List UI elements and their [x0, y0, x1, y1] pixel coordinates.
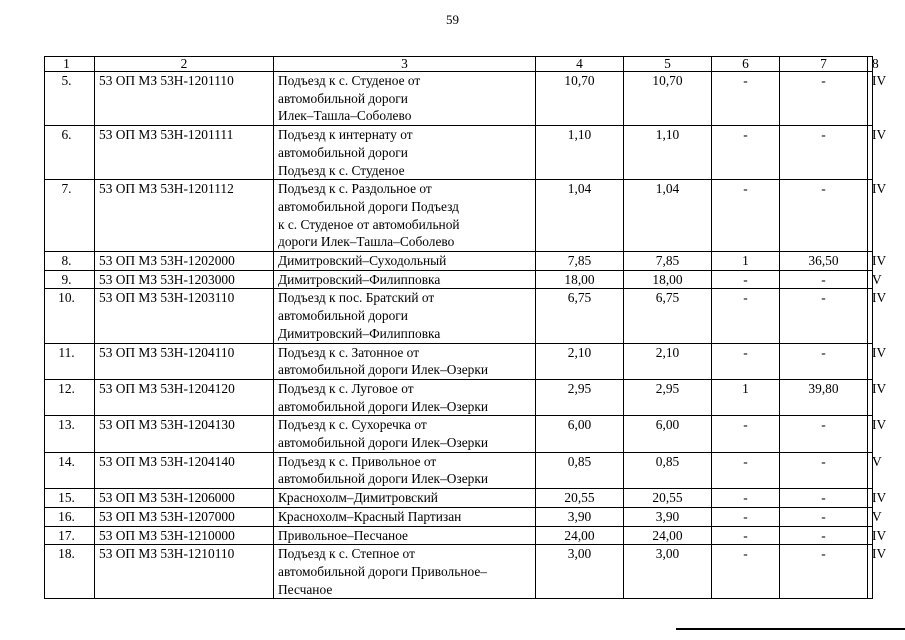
length-value: 1,04: [536, 180, 624, 252]
length-value: 3,90: [536, 507, 624, 526]
road-id-code: 53 ОП МЗ 53Н-1201112: [95, 180, 274, 252]
road-id-code: 53 ОП МЗ 53Н-1210110: [95, 545, 274, 599]
road-category: IV: [868, 489, 873, 508]
row-number: 12.: [45, 379, 95, 415]
road-id-code: 53 ОП МЗ 53Н-1202000: [95, 252, 274, 271]
road-id-code: 53 ОП МЗ 53Н-1203110: [95, 289, 274, 343]
row-number: 8.: [45, 252, 95, 271]
bridge-length-value: -: [780, 526, 868, 545]
length-value: 7,85: [536, 252, 624, 271]
road-name: Подъезд к с. Привольное от автомобильной дороги Илек–Озерки: [274, 452, 536, 488]
column-header-2: 2: [95, 57, 274, 72]
count-value: -: [712, 545, 780, 599]
length-value-2: 6,75: [624, 289, 712, 343]
length-value: 1,10: [536, 126, 624, 180]
count-value: 1: [712, 252, 780, 271]
table-row: [45, 72, 873, 126]
table-row: [45, 343, 873, 379]
bridge-length-value: -: [780, 126, 868, 180]
road-id-code: 53 ОП МЗ 53Н-1207000: [95, 507, 274, 526]
road-id-code: 53 ОП МЗ 53Н-1201111: [95, 126, 274, 180]
road-id-code: 53 ОП МЗ 53Н-1204130: [95, 416, 274, 452]
table-row: [45, 545, 873, 599]
row-number: 15.: [45, 489, 95, 508]
road-name: Краснохолм–Красный Партизан: [274, 507, 536, 526]
row-number: 9.: [45, 270, 95, 289]
length-value-2: 20,55: [624, 489, 712, 508]
road-category: IV: [868, 126, 873, 180]
road-category: IV: [868, 545, 873, 599]
bridge-length-value: -: [780, 545, 868, 599]
bridge-length-value: -: [780, 343, 868, 379]
bridge-length-value: -: [780, 72, 868, 126]
road-id-code: 53 ОП МЗ 53Н-1204110: [95, 343, 274, 379]
road-category: IV: [868, 180, 873, 252]
count-value: -: [712, 343, 780, 379]
length-value-2: 2,95: [624, 379, 712, 415]
column-header-4: 4: [536, 57, 624, 72]
row-number: 6.: [45, 126, 95, 180]
bridge-length-value: -: [780, 507, 868, 526]
length-value-2: 10,70: [624, 72, 712, 126]
road-name: Подъезд к с. Сухоречка от автомобильной дороги Илек–Озерки: [274, 416, 536, 452]
row-number: 7.: [45, 180, 95, 252]
count-value: -: [712, 526, 780, 545]
column-header-7: 7: [780, 57, 868, 72]
length-value-2: 6,00: [624, 416, 712, 452]
length-value: 3,00: [536, 545, 624, 599]
row-number: 18.: [45, 545, 95, 599]
length-value: 24,00: [536, 526, 624, 545]
table-row: [45, 416, 873, 452]
bridge-length-value: 36,50: [780, 252, 868, 271]
roads-table: [44, 56, 887, 599]
road-id-code: 53 ОП МЗ 53Н-1204120: [95, 379, 274, 415]
table-row: [45, 270, 873, 289]
length-value-2: 7,85: [624, 252, 712, 271]
column-header-3: 3: [274, 57, 536, 72]
bottom-rule: [676, 628, 905, 630]
count-value: -: [712, 180, 780, 252]
road-category: IV: [868, 252, 873, 271]
bridge-length-value: -: [780, 270, 868, 289]
length-value-2: 3,90: [624, 507, 712, 526]
column-header-1: 1: [45, 57, 95, 72]
road-id-code: 53 ОП МЗ 53Н-1201110: [95, 72, 274, 126]
road-name: Краснохолм–Димитровский: [274, 489, 536, 508]
table-row: [45, 507, 873, 526]
row-number: 5.: [45, 72, 95, 126]
length-value-2: 1,10: [624, 126, 712, 180]
road-name: Подъезд к интернату от автомобильной дороги Подъезд к с. Студеное: [274, 126, 536, 180]
table-header-row: [45, 57, 873, 72]
road-category: IV: [868, 526, 873, 545]
row-number: 16.: [45, 507, 95, 526]
length-value-2: 1,04: [624, 180, 712, 252]
road-name: Подъезд к с. Луговое от автомобильной дороги Илек–Озерки: [274, 379, 536, 415]
table-row: [45, 126, 873, 180]
count-value: 1: [712, 379, 780, 415]
length-value-2: 0,85: [624, 452, 712, 488]
row-number: 11.: [45, 343, 95, 379]
column-header-6: 6: [712, 57, 780, 72]
table-row: [45, 252, 873, 271]
road-name: Подъезд к с. Студеное от автомобильной дороги Илек–Ташла–Соболево: [274, 72, 536, 126]
length-value-2: 2,10: [624, 343, 712, 379]
column-header-8: 8: [868, 57, 873, 72]
road-name: Подъезд к с. Раздольное от автомобильной дороги Подъезд к с. Студеное от автомобильной дороги Илек–Ташла–Соболево: [274, 180, 536, 252]
bridge-length-value: -: [780, 180, 868, 252]
road-category: IV: [868, 343, 873, 379]
length-value-2: 18,00: [624, 270, 712, 289]
row-number: 13.: [45, 416, 95, 452]
road-name: Подъезд к с. Затонное от автомобильной дороги Илек–Озерки: [274, 343, 536, 379]
count-value: -: [712, 270, 780, 289]
count-value: -: [712, 452, 780, 488]
length-value: 2,95: [536, 379, 624, 415]
road-category: IV: [868, 379, 873, 415]
length-value-2: 3,00: [624, 545, 712, 599]
road-category: V: [868, 270, 873, 289]
count-value: -: [712, 507, 780, 526]
column-header-5: 5: [624, 57, 712, 72]
bridge-length-value: 39,80: [780, 379, 868, 415]
bridge-length-value: -: [780, 289, 868, 343]
length-value: 20,55: [536, 489, 624, 508]
road-category: IV: [868, 289, 873, 343]
table-row: [45, 526, 873, 545]
road-name: Привольное–Песчаное: [274, 526, 536, 545]
road-category: IV: [868, 416, 873, 452]
road-name: Димитровский–Филипповка: [274, 270, 536, 289]
length-value: 18,00: [536, 270, 624, 289]
count-value: -: [712, 489, 780, 508]
table-row: [45, 489, 873, 508]
road-category: V: [868, 452, 873, 488]
row-number: 14.: [45, 452, 95, 488]
table-row: [45, 379, 873, 415]
road-id-code: 53 ОП МЗ 53Н-1204140: [95, 452, 274, 488]
length-value: 0,85: [536, 452, 624, 488]
table-row: [45, 180, 873, 252]
bridge-length-value: -: [780, 416, 868, 452]
road-name: Подъезд к с. Степное от автомобильной дороги Привольное– Песчаное: [274, 545, 536, 599]
road-id-code: 53 ОП МЗ 53Н-1206000: [95, 489, 274, 508]
road-category: IV: [868, 72, 873, 126]
road-name: Подъезд к пос. Братский от автомобильной дороги Димитровский–Филипповка: [274, 289, 536, 343]
length-value: 2,10: [536, 343, 624, 379]
bridge-length-value: -: [780, 452, 868, 488]
length-value: 10,70: [536, 72, 624, 126]
length-value: 6,00: [536, 416, 624, 452]
table-row: [45, 289, 873, 343]
road-id-code: 53 ОП МЗ 53Н-1203000: [95, 270, 274, 289]
count-value: -: [712, 289, 780, 343]
count-value: -: [712, 416, 780, 452]
table-body: [45, 72, 887, 599]
table-row: [45, 452, 873, 488]
length-value: 6,75: [536, 289, 624, 343]
row-number: 10.: [45, 289, 95, 343]
count-value: -: [712, 126, 780, 180]
road-name: Димитровский–Суходольный: [274, 252, 536, 271]
count-value: -: [712, 72, 780, 126]
bridge-length-value: -: [780, 489, 868, 508]
road-id-code: 53 ОП МЗ 53Н-1210000: [95, 526, 274, 545]
length-value-2: 24,00: [624, 526, 712, 545]
road-category: V: [868, 507, 873, 526]
row-number: 17.: [45, 526, 95, 545]
page-number: 59: [446, 12, 459, 27]
